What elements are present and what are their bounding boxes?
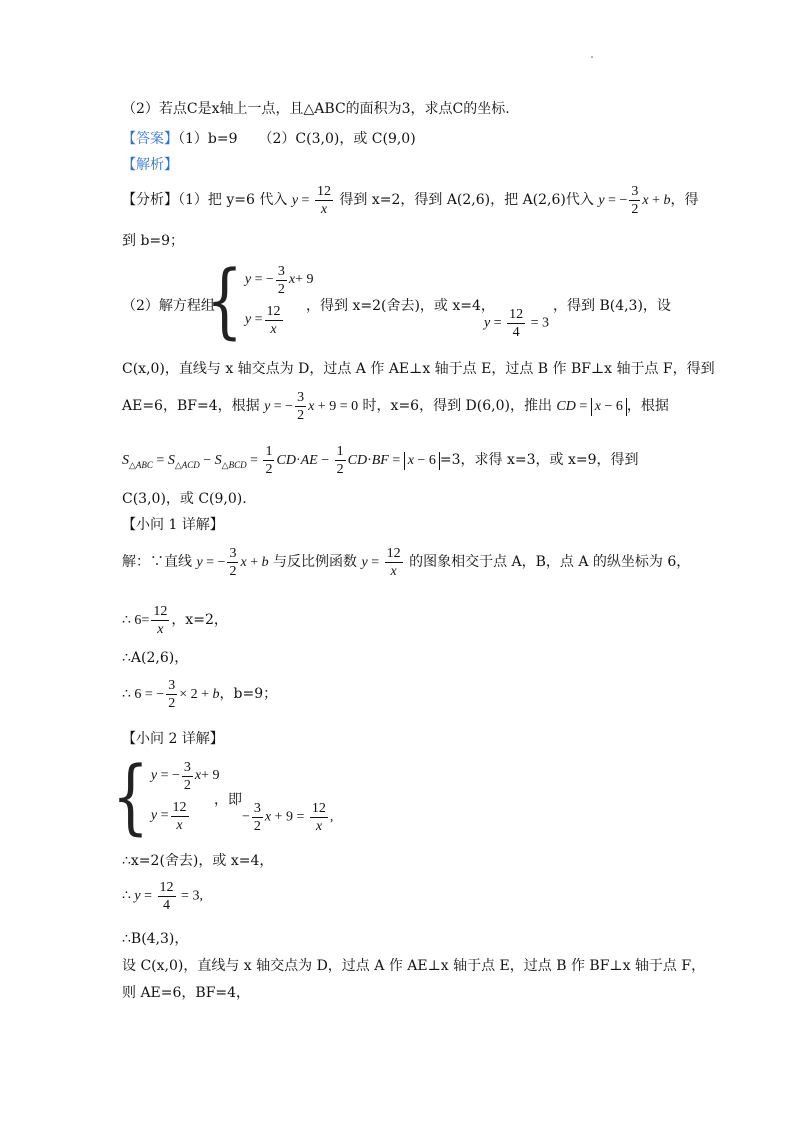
analysis-line-7: C(3,0)，或 C(9,0). bbox=[122, 491, 247, 507]
analysis-line-3-label: （2）解方程组 bbox=[122, 298, 215, 314]
formula-area-difference: $S_{\triangle ABC} = S_{\triangle ACD} - S_{\triangle BCD}$ = $\frac{1}{2}$ CD·AE − $\frac{1}{2}$ CD·BF = x − 6 bbox=[122, 453, 440, 468]
question-part-2: （2）若点C是x轴上一点，且△ABC的面积为3，求点C的坐标. bbox=[122, 101, 510, 117]
sub1-text: ，b=9； bbox=[219, 686, 278, 702]
analysis-text: 时，x=6，得到 D(6,0)，推出 bbox=[362, 398, 552, 414]
left-brace: { bbox=[206, 252, 243, 348]
sub1-line-2 bbox=[122, 603, 228, 638]
sub1-text: 解：∵直线 bbox=[122, 554, 192, 570]
formula-y-eq-12-over-x: y = $\frac{12}{x}$ bbox=[361, 546, 401, 580]
sub1-heading: 【小问 1 详解】 bbox=[122, 517, 224, 533]
sub2-line-5: 设 C(x,0)，直线与 x 轴交点为 D，过点 A 作 AE⊥x 轴于点 E，过点 B 作 BF⊥x 轴于点 F， bbox=[122, 958, 706, 974]
sub2-line-2: ∴x=2(舍去)，或 x=4， bbox=[122, 853, 274, 869]
formula-line-equation: y = − $\frac{3}{2}$ x + b bbox=[598, 184, 671, 218]
analysis-line-6 bbox=[122, 443, 639, 482]
sub1-text: 的图象相交于点 A，B，点 A 的纵坐标为 6， bbox=[409, 554, 691, 570]
formula-equation-combined: − $\frac{3}{2}$ x + 9 = $\frac{12}{x}$ , bbox=[242, 801, 334, 834]
equation-system-1: { y = − $\frac{3}{2}$ x + 9 y = $\frac{12}{x}$ bbox=[206, 252, 314, 348]
sub2-heading: 【小问 2 详解】 bbox=[122, 731, 224, 747]
formula-line-equation: y = − $\frac{3}{2}$ x + b bbox=[196, 546, 269, 580]
sub1-text: ，x=2， bbox=[171, 612, 228, 628]
analysis-line-3-mid: ，得到 x=2(舍去)，或 x=4， bbox=[306, 298, 495, 314]
analysis-line-1 bbox=[122, 183, 698, 218]
analysis-heading bbox=[122, 155, 178, 175]
formula-6-eq-12-over-x: ∴ 6= $\frac{12}{x}$ bbox=[122, 604, 168, 638]
analysis-tag-fenxi: 【分析】 bbox=[122, 192, 178, 208]
formula-y-eq-3: ∴ y = $\frac{12}{4}$ = 3, bbox=[122, 880, 203, 913]
left-brace: { bbox=[112, 748, 149, 844]
analysis-line-5 bbox=[122, 389, 669, 424]
analysis-text: =3，求得 x=3，或 x=9，得到 bbox=[439, 452, 639, 468]
sub1-text: 与反比例函数 bbox=[273, 554, 358, 570]
analysis-text: （1）把 y=6 代入 bbox=[178, 192, 288, 208]
analysis-tag: 【解析】 bbox=[122, 157, 178, 173]
analysis-line-4: C(x,0)，直线与 x 轴交点为 D，过点 A 作 AE⊥x 轴于点 E，过点 B 作 BF⊥x 轴于点 F，得到 bbox=[122, 361, 715, 377]
formula-solve-b: ∴ 6 = − $\frac{3}{2}$ × 2 + b bbox=[122, 678, 220, 712]
sub1-line-1 bbox=[122, 545, 690, 580]
analysis-line-2: 到 b=9； bbox=[122, 233, 185, 249]
sub2-line-4: ∴B(4,3)， bbox=[122, 931, 189, 947]
formula-cd-abs: CD = x − 6 bbox=[556, 399, 626, 414]
sub1-line-3: ∴A(2,6)， bbox=[122, 650, 189, 666]
analysis-line-3-end: ，得到 B(4,3)，设 bbox=[553, 298, 671, 314]
answer-line bbox=[122, 129, 416, 149]
answer-text: （1）b=9 （2）C(3,0)，或 C(9,0) bbox=[178, 131, 416, 147]
formula-line-eq-zero: y = − $\frac{3}{2}$ x + 9 = 0 bbox=[264, 390, 359, 424]
analysis-text: ，得 bbox=[670, 192, 699, 208]
formula-y-eq-12-over-x: y = $\frac{12}{x}$ bbox=[291, 184, 331, 218]
sub2-line-1: ，即 bbox=[214, 792, 242, 808]
sub2-line-6: 则 AE=6，BF=4， bbox=[122, 985, 251, 1001]
analysis-text: ，根据 bbox=[626, 398, 669, 414]
analysis-text: 得到 x=2，得到 A(2,6)，把 A(2,6)代入 bbox=[339, 192, 594, 208]
answer-tag: 【答案】 bbox=[122, 131, 178, 147]
equation-system-2: { y = − $\frac{3}{2}$ x + 9 y = $\frac{12}{x}$ bbox=[112, 748, 220, 844]
scan-speck bbox=[591, 56, 593, 58]
analysis-text: AE=6，BF=4，根据 bbox=[122, 398, 260, 414]
formula-y-eq-12-over-4: y = $\frac{12}{4}$ = 3 bbox=[484, 307, 550, 340]
sub1-line-4 bbox=[122, 677, 277, 712]
